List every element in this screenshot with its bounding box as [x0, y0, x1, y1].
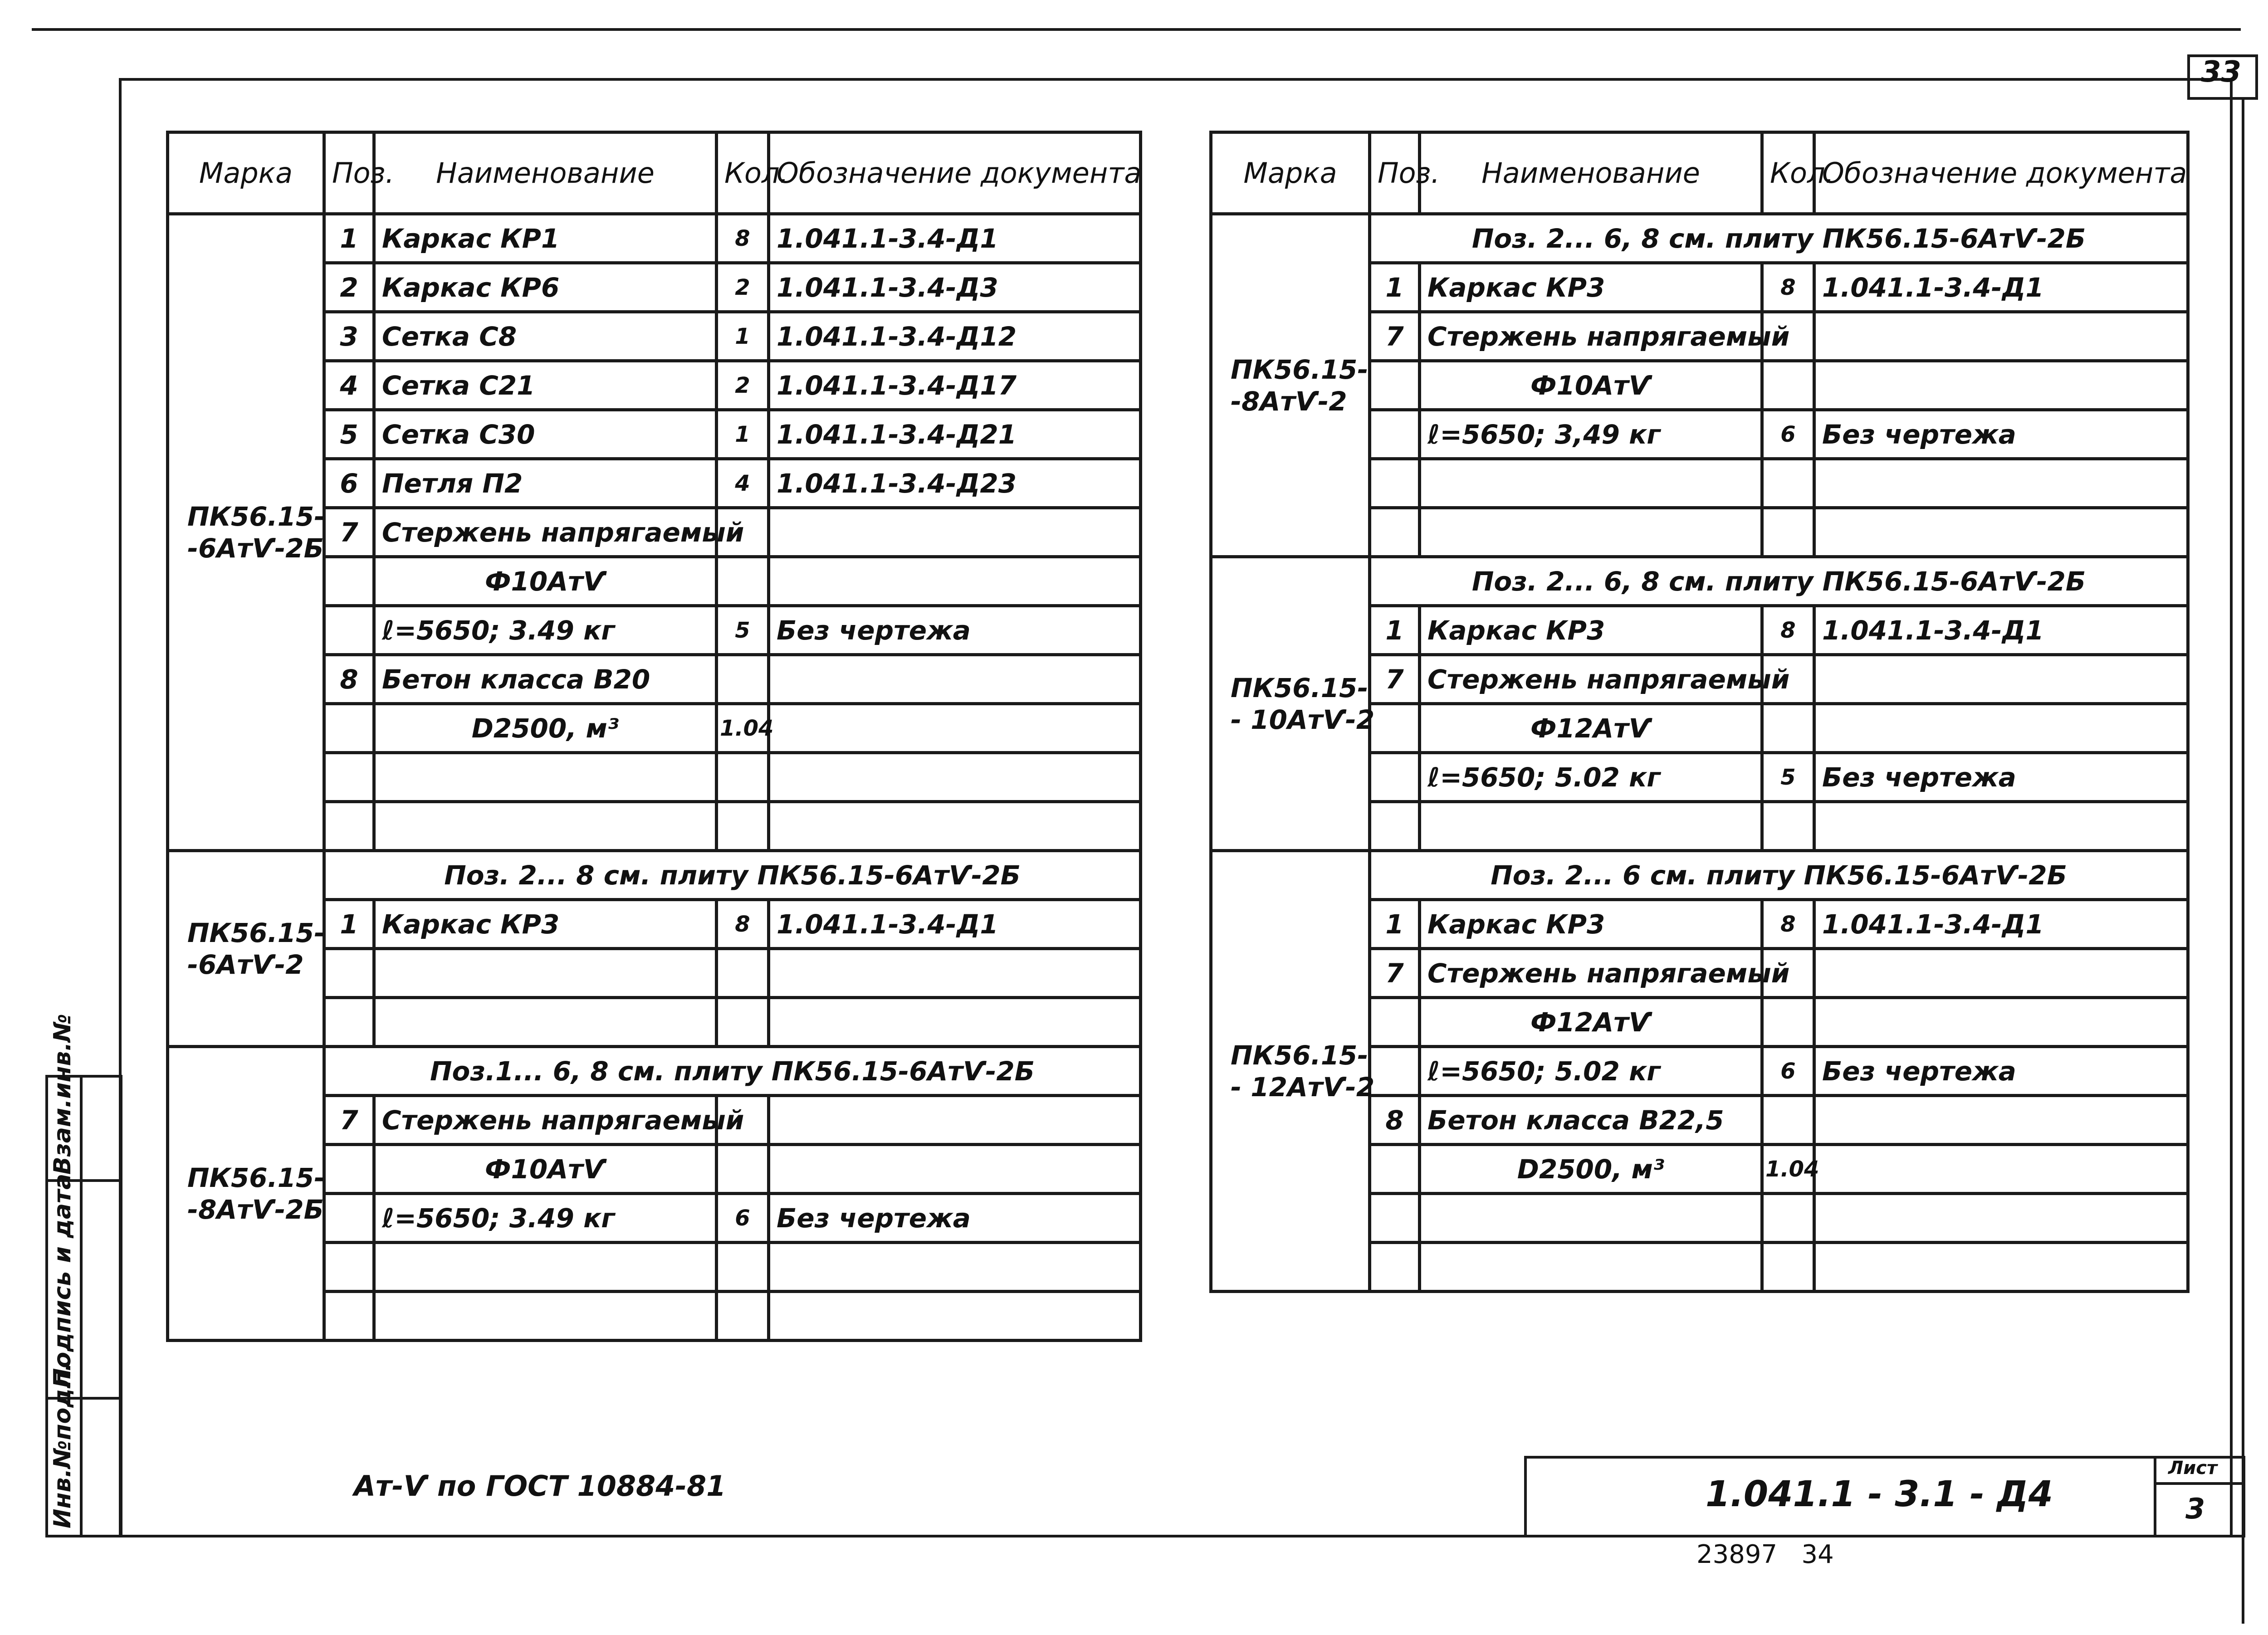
pos-cell — [324, 1194, 374, 1243]
column-header: Наименование — [1420, 132, 1762, 214]
group-note: Поз. 2... 6, 8 см. плиту ПК56.15-6АтѴ-2Б — [1370, 557, 2188, 606]
name-cell: Каркас КР3 — [1420, 606, 1762, 655]
doc-cell — [769, 802, 1141, 851]
name-cell — [1420, 1194, 1762, 1243]
name-cell: Ф12АтѴ — [1420, 998, 1762, 1047]
name-cell: ℓ=5650; 5.02 кг — [1420, 753, 1762, 802]
group-note: Поз. 2... 8 см. плиту ПК56.15-6АтѴ-2Б — [324, 851, 1141, 900]
doc-cell — [1814, 1243, 2188, 1292]
qty-cell: 5 — [717, 606, 769, 655]
doc-cell: 1.041.1-3.4-Д21 — [769, 410, 1141, 459]
pos-cell — [1370, 1047, 1420, 1096]
qty-cell — [1762, 802, 1814, 851]
name-cell: Стержень напрягаемый — [1420, 655, 1762, 704]
pos-cell — [324, 1145, 374, 1194]
qty-cell: 8 — [1762, 263, 1814, 312]
qty-cell — [1762, 1243, 1814, 1292]
corner-mark: 33 — [2201, 55, 2242, 89]
group-note: Поз.1... 6, 8 см. плиту ПК56.15-6АтѴ-2Б — [324, 1047, 1141, 1096]
name-cell: Стержень напрягаемый — [374, 1096, 717, 1145]
pos-cell: 7 — [324, 1096, 374, 1145]
qty-cell — [717, 1243, 769, 1292]
sheet-number: 3 — [2185, 1492, 2205, 1525]
doc-cell — [1814, 1194, 2188, 1243]
right-spec-table — [1209, 131, 2190, 1293]
pos-cell — [324, 606, 374, 655]
name-cell — [1420, 508, 1762, 557]
qty-cell: 5 — [1762, 753, 1814, 802]
doc-cell: Без чертежа — [1814, 1047, 2188, 1096]
qty-cell: 1.04 — [1762, 1145, 1814, 1194]
table-row — [1211, 851, 2188, 900]
doc-cell — [769, 1243, 1141, 1292]
name-cell — [374, 998, 717, 1047]
name-cell: D2500, м³ — [374, 704, 717, 753]
qty-cell — [1762, 1194, 1814, 1243]
qty-cell — [1762, 998, 1814, 1047]
name-cell: Бетон класса В20 — [374, 655, 717, 704]
name-cell: Каркас КР3 — [1420, 263, 1762, 312]
qty-cell — [1762, 508, 1814, 557]
top-border-line — [32, 28, 2241, 31]
name-cell — [374, 802, 717, 851]
pos-cell — [1370, 802, 1420, 851]
qty-cell: 8 — [717, 214, 769, 263]
mark-cell: ПК56.15- -8АтѴ-2 — [1211, 214, 1370, 557]
doc-cell: 1.041.1-3.4-Д1 — [1814, 900, 2188, 949]
pos-cell — [1370, 361, 1420, 410]
qty-cell: 8 — [717, 900, 769, 949]
pos-cell: 1 — [324, 214, 374, 263]
column-header: Марка — [1211, 132, 1370, 214]
pos-cell: 1 — [324, 900, 374, 949]
name-cell: Сетка С21 — [374, 361, 717, 410]
name-cell: Каркас КР3 — [1420, 900, 1762, 949]
pos-cell — [1370, 410, 1420, 459]
column-header: Кол. — [717, 132, 769, 214]
name-cell — [374, 1292, 717, 1341]
name-cell — [374, 753, 717, 802]
name-cell: Стержень напрягаемый — [374, 508, 717, 557]
doc-cell: 1.041.1-3.4-Д1 — [769, 214, 1141, 263]
doc-cell: 1.041.1-3.4-Д17 — [769, 361, 1141, 410]
doc-cell — [1814, 704, 2188, 753]
column-header: Поз. — [1370, 132, 1420, 214]
doc-cell — [1814, 1145, 2188, 1194]
name-cell: ℓ=5650; 3.49 кг — [374, 1194, 717, 1243]
pos-cell: 4 — [324, 361, 374, 410]
name-cell: Сетка С8 — [374, 312, 717, 361]
doc-cell: Без чертежа — [1814, 410, 2188, 459]
qty-cell: 2 — [717, 361, 769, 410]
pos-cell — [1370, 1145, 1420, 1194]
doc-cell — [769, 1096, 1141, 1145]
name-cell — [374, 949, 717, 998]
doc-cell: 1.041.1-3.4-Д3 — [769, 263, 1141, 312]
doc-cell: Без чертежа — [769, 606, 1141, 655]
name-cell: ℓ=5650; 3,49 кг — [1420, 410, 1762, 459]
pos-cell: 5 — [324, 410, 374, 459]
name-cell: Ф10АтѴ — [1420, 361, 1762, 410]
name-cell: Ф10АтѴ — [374, 557, 717, 606]
pos-cell: 7 — [1370, 949, 1420, 998]
header-row — [168, 132, 1141, 214]
mark-cell: ПК56.15- - 10АтѴ-2 — [1211, 557, 1370, 851]
name-cell: Каркас КР1 — [374, 214, 717, 263]
side-stamp-inv-no: Инв.№подл. — [49, 1362, 76, 1528]
doc-cell: Без чертежа — [769, 1194, 1141, 1243]
doc-cell — [1814, 998, 2188, 1047]
pos-cell: 1 — [1370, 263, 1420, 312]
qty-cell: 8 — [1762, 606, 1814, 655]
name-cell: Стержень напрягаемый — [1420, 312, 1762, 361]
pos-cell — [1370, 753, 1420, 802]
pos-cell: 7 — [324, 508, 374, 557]
group-note: Поз. 2... 6, 8 см. плиту ПК56.15-6АтѴ-2Б — [1370, 214, 2188, 263]
doc-code: 1.041.1 - 3.1 - Д4 — [1706, 1474, 2053, 1515]
doc-cell — [1814, 949, 2188, 998]
pos-cell — [1370, 1243, 1420, 1292]
doc-cell — [769, 508, 1141, 557]
qty-cell: 6 — [1762, 1047, 1814, 1096]
doc-cell — [1814, 361, 2188, 410]
right-edge-line — [2242, 100, 2244, 1624]
left-spec-table — [166, 131, 1142, 1342]
qty-cell: 1.04 — [717, 704, 769, 753]
mark-cell: ПК56.15- - 12АтѴ-2 — [1211, 851, 1370, 1292]
name-cell: Каркас КР6 — [374, 263, 717, 312]
pos-cell — [324, 1243, 374, 1292]
qty-cell — [717, 1145, 769, 1194]
qty-cell: 1 — [717, 312, 769, 361]
qty-cell — [1762, 459, 1814, 508]
qty-cell: 6 — [717, 1194, 769, 1243]
bottom-numbers: 23897 34 — [1696, 1540, 1834, 1569]
pos-cell — [1370, 704, 1420, 753]
pos-cell: 3 — [324, 312, 374, 361]
column-header: Наименование — [374, 132, 717, 214]
name-cell: Сетка С30 — [374, 410, 717, 459]
doc-cell — [769, 998, 1141, 1047]
pos-cell: 2 — [324, 263, 374, 312]
name-cell — [1420, 802, 1762, 851]
sheet-label: Лист — [2168, 1458, 2218, 1479]
column-header: Марка — [168, 132, 324, 214]
name-cell: Бетон класса В22,5 — [1420, 1096, 1762, 1145]
name-cell: D2500, м³ — [1420, 1145, 1762, 1194]
qty-cell: 8 — [1762, 900, 1814, 949]
side-stamp-signature: Подпись и дата — [49, 1173, 76, 1388]
qty-cell — [717, 655, 769, 704]
doc-cell: 1.041.1-3.4-Д12 — [769, 312, 1141, 361]
doc-cell — [769, 1145, 1141, 1194]
title-block-divider — [2154, 1482, 2244, 1485]
pos-cell — [324, 998, 374, 1047]
name-cell: ℓ=5650; 3.49 кг — [374, 606, 717, 655]
pos-cell — [324, 557, 374, 606]
pos-cell — [1370, 1194, 1420, 1243]
doc-cell — [1814, 655, 2188, 704]
pos-cell — [324, 802, 374, 851]
header-row — [1211, 132, 2188, 214]
doc-cell: 1.041.1-3.4-Д1 — [769, 900, 1141, 949]
pos-cell — [1370, 459, 1420, 508]
doc-cell — [1814, 508, 2188, 557]
name-cell: Стержень напрягаемый — [1420, 949, 1762, 998]
table-row — [1211, 557, 2188, 606]
qty-cell — [1762, 704, 1814, 753]
footnote: Ат-Ѵ по ГОСТ 10884-81 — [354, 1469, 726, 1503]
doc-cell — [769, 655, 1141, 704]
column-header: Кол. — [1762, 132, 1814, 214]
doc-cell — [1814, 459, 2188, 508]
qty-cell — [717, 949, 769, 998]
title-block-divider — [2154, 1456, 2156, 1537]
table-row — [1211, 214, 2188, 263]
name-cell: Ф12АтѴ — [1420, 704, 1762, 753]
name-cell — [1420, 459, 1762, 508]
name-cell: ℓ=5650; 5.02 кг — [1420, 1047, 1762, 1096]
qty-cell — [717, 998, 769, 1047]
pos-cell — [1370, 508, 1420, 557]
side-stamp-replace: Взам.инв.№ — [49, 1014, 76, 1175]
doc-cell: 1.041.1-3.4-Д23 — [769, 459, 1141, 508]
qty-cell: 2 — [717, 263, 769, 312]
qty-cell — [1762, 361, 1814, 410]
mark-cell: ПК56.15- -6АтѴ-2 — [168, 851, 324, 1047]
qty-cell — [1762, 1096, 1814, 1145]
mark-cell: ПК56.15- -8АтѴ-2Б — [168, 1047, 324, 1341]
qty-cell — [717, 753, 769, 802]
table-row — [168, 214, 1141, 263]
doc-cell — [1814, 312, 2188, 361]
table-row — [168, 1047, 1141, 1096]
doc-cell — [769, 949, 1141, 998]
pos-cell — [324, 949, 374, 998]
name-cell — [1420, 1243, 1762, 1292]
pos-cell — [324, 1292, 374, 1341]
pos-cell: 1 — [1370, 606, 1420, 655]
doc-cell — [769, 1292, 1141, 1341]
column-header: Поз. — [324, 132, 374, 214]
pos-cell — [1370, 998, 1420, 1047]
doc-cell — [1814, 802, 2188, 851]
column-header: Обозначение документа — [769, 132, 1141, 214]
doc-cell: Без чертежа — [1814, 753, 2188, 802]
group-note: Поз. 2... 6 см. плиту ПК56.15-6АтѴ-2Б — [1370, 851, 2188, 900]
pos-cell: 8 — [1370, 1096, 1420, 1145]
name-cell: Каркас КР3 — [374, 900, 717, 949]
qty-cell — [717, 802, 769, 851]
qty-cell — [717, 557, 769, 606]
pos-cell — [324, 704, 374, 753]
pos-cell — [324, 753, 374, 802]
table-row — [168, 851, 1141, 900]
doc-cell — [769, 557, 1141, 606]
doc-cell — [769, 704, 1141, 753]
qty-cell: 1 — [717, 410, 769, 459]
qty-cell — [717, 1292, 769, 1341]
doc-cell: 1.041.1-3.4-Д1 — [1814, 606, 2188, 655]
doc-cell: 1.041.1-3.4-Д1 — [1814, 263, 2188, 312]
pos-cell: 8 — [324, 655, 374, 704]
name-cell: Ф10АтѴ — [374, 1145, 717, 1194]
pos-cell: 7 — [1370, 312, 1420, 361]
mark-cell: ПК56.15- -6АтѴ-2Б — [168, 214, 324, 851]
column-header: Обозначение документа — [1814, 132, 2188, 214]
side-stamp-divider — [80, 1075, 83, 1537]
pos-cell: 7 — [1370, 655, 1420, 704]
doc-cell — [1814, 1096, 2188, 1145]
doc-cell — [769, 753, 1141, 802]
name-cell — [374, 1243, 717, 1292]
qty-cell: 6 — [1762, 410, 1814, 459]
name-cell: Петля П2 — [374, 459, 717, 508]
pos-cell: 6 — [324, 459, 374, 508]
qty-cell: 4 — [717, 459, 769, 508]
pos-cell: 1 — [1370, 900, 1420, 949]
